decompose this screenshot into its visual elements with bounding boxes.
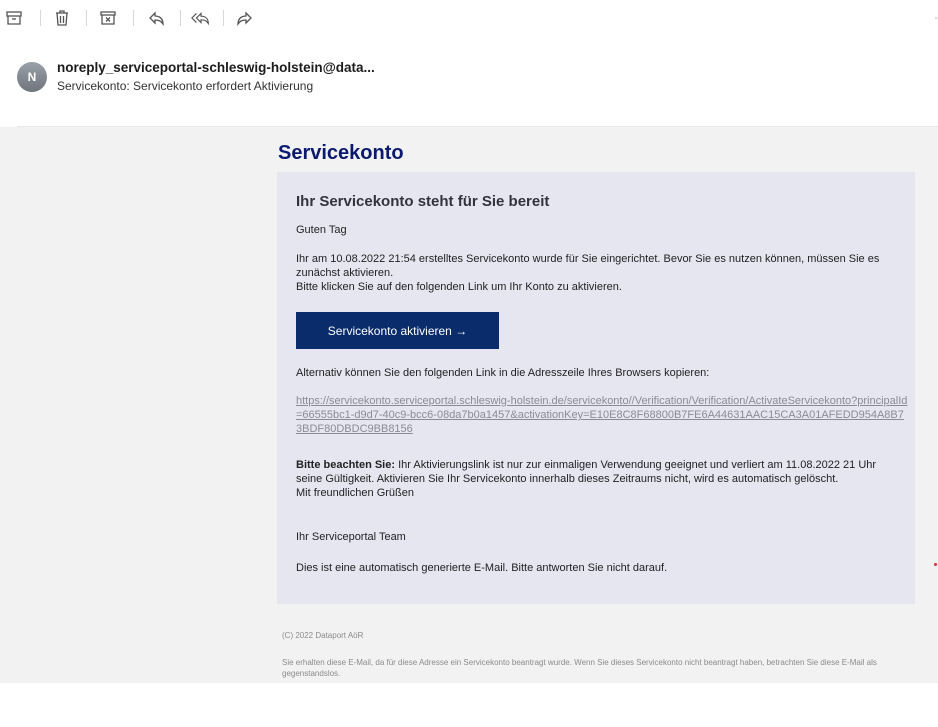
message-toolbar: [0, 0, 938, 36]
notice-line-2: seine Gültigkeit. Aktivieren Sie Ihr Servicekonto innerhalb dieses Zeitraums nicht, wird es automatisch gelöscht.: [296, 473, 839, 485]
email-card: [277, 172, 915, 604]
activation-link[interactable]: https://servicekonto.serviceportal.schleswig-holstein.de/servicekonto//Verification/Verification/ActivateServicekonto?principalId=66555bc1-d9d7-40c9-bcc6-08da7b0a1457&activationKey=E10E8C8F68800B7FE6A44631AAC15CA3A01AFEDD954A8B73BDF80DBDC9BB8156: [296, 395, 908, 435]
intro-line-3: Bitte klicken Sie auf den folgenden Link um Ihr Konto zu aktivieren.: [296, 281, 622, 293]
notice-text: Ihr Aktivierungslink ist nur zur einmaligen Verwendung geeignet und verliert am 11.08.2022 21 Uhr: [395, 459, 877, 471]
junk-icon[interactable]: [96, 7, 120, 29]
closing-text: Mit freundlichen Grüßen: [296, 487, 414, 499]
notice-paragraph: [296, 458, 908, 500]
email-body: [0, 127, 938, 683]
activate-account-button[interactable]: Servicekonto aktivieren →: [296, 312, 499, 349]
footer-copyright: (C) 2022 Dataport AöR: [282, 631, 364, 640]
team-signature: Ihr Serviceportal Team: [296, 531, 406, 543]
intro-line-2: zunächst aktivieren.: [296, 267, 394, 279]
marker-dot: [934, 563, 937, 566]
notice-label: Bitte beachten Sie:: [296, 459, 396, 471]
intro-paragraph: [296, 252, 908, 294]
trash-icon[interactable]: [50, 7, 74, 29]
avatar: N: [17, 62, 47, 92]
alternative-text: Alternativ können Sie den folgenden Link in die Adresszeile Ihres Browsers kopieren:: [296, 367, 710, 379]
footer-notice: Sie erhalten diese E-Mail, da für diese Adresse ein Servicekonto beantragt wurde. Wenn Sie dieses Servicekonto nicht beantragt haben, betrachten Sie diese E-Mail als gegenstandslos.: [282, 658, 877, 678]
reply-icon[interactable]: [145, 7, 169, 29]
message-header: [0, 52, 938, 112]
greeting-text: Guten Tag: [296, 224, 347, 236]
message-subject: Servicekonto: Servicekonto erfordert Aktivierung: [57, 79, 314, 93]
reply-all-icon[interactable]: [189, 7, 213, 29]
archive-icon[interactable]: [2, 7, 26, 29]
auto-generated-note: Dies ist eine automatisch generierte E-Mail. Bitte antworten Sie nicht darauf.: [296, 562, 668, 574]
sender-address[interactable]: noreply_serviceportal-schleswig-holstein@data...: [57, 60, 375, 75]
brand-heading: Servicekonto: [278, 142, 404, 164]
forward-icon[interactable]: [232, 7, 256, 29]
intro-line-1: Ihr am 10.08.2022 21:54 erstelltes Servicekonto wurde für Sie eingerichtet. Bevor Sie es nutzen können, müssen Sie es: [296, 253, 880, 265]
more-icon[interactable]: [927, 7, 938, 29]
card-title: Ihr Servicekonto steht für Sie bereit: [296, 193, 550, 210]
